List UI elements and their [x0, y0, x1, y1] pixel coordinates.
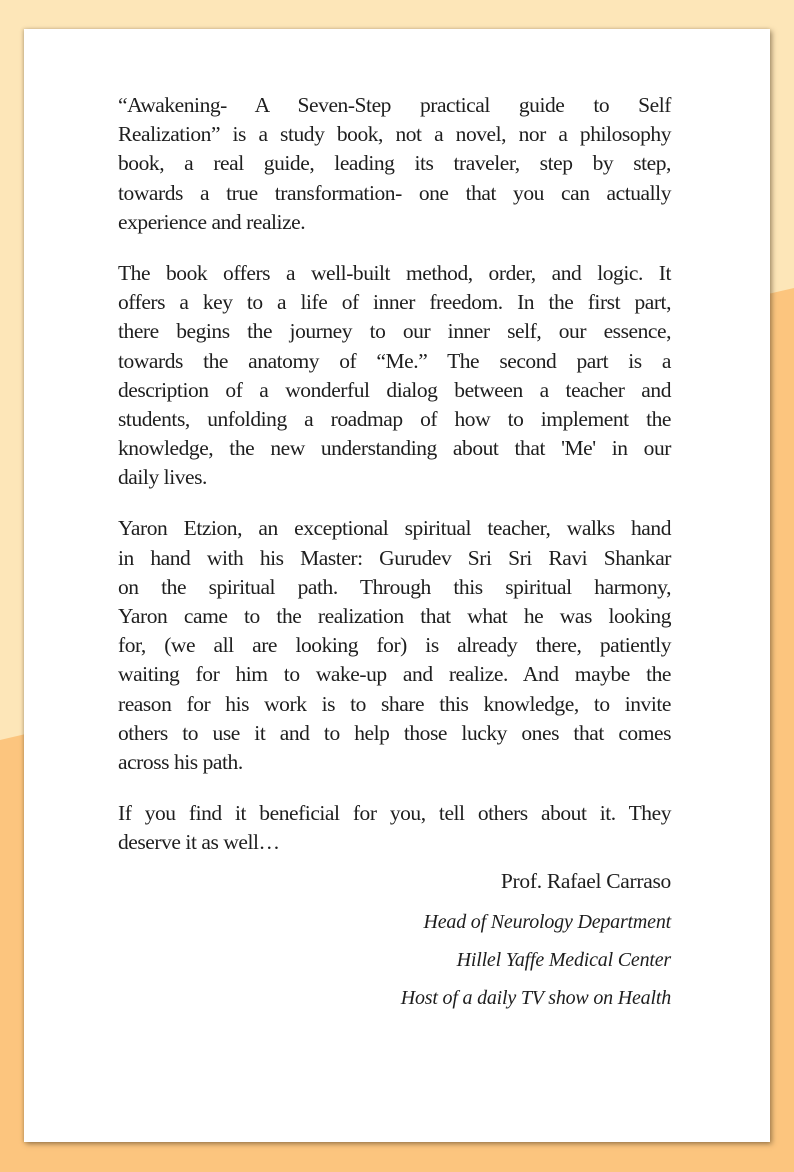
text-line: for, (we all are looking for) is already there, patiently: [118, 633, 671, 658]
text-line: Yaron Etzion, an exceptional spiritual teacher, walks hand: [118, 516, 671, 541]
paragraph: [118, 91, 671, 237]
document-body: [118, 91, 671, 880]
text-line: description of a wonderful dialog between a teacher and: [118, 377, 671, 402]
text-line: deserve it as well…: [118, 830, 280, 855]
text-line: in hand with his Master: Gurudev Sri Sri Ravi Shankar: [118, 545, 671, 570]
text-line: “Awakening- A Seven-Step practical guide to Self: [118, 93, 671, 117]
text-line: there begins the journey to our inner self, our essence,: [118, 319, 671, 344]
text-line: on the spiritual path. Through this spiritual harmony,: [118, 574, 671, 599]
text-line: others to use it and to help those lucky ones that comes: [118, 720, 671, 745]
text-line: The book offers a well-built method, order, and logic. It: [118, 260, 671, 285]
text-line: offers a key to a life of inner freedom. In the first part,: [118, 290, 671, 315]
signature-name: Prof. Rafael Carraso: [500, 869, 671, 893]
text-line: Realization” is a study book, not a novel, nor a philosophy: [118, 122, 671, 147]
document-page: [24, 29, 770, 1142]
signature-title: Head of Neurology Department: [423, 911, 671, 933]
signature-affiliation: Hillel Yaffe Medical Center: [456, 949, 671, 971]
paragraph: [118, 799, 671, 857]
background-shape-bottom: [0, 1140, 794, 1172]
text-line: Yaron came to the realization that what he was looking: [118, 604, 671, 628]
signature-role: Host of a daily TV show on Health: [400, 987, 671, 1009]
text-line: knowledge, the new understanding about that 'Me' in our: [118, 436, 671, 461]
text-line: experience and realize.: [118, 209, 306, 234]
text-line: reason for his work is to share this knowledge, to invite: [118, 691, 671, 716]
paragraph: [118, 259, 671, 493]
text-line: If you find it beneficial for you, tell others about it. They: [118, 801, 671, 826]
text-line: waiting for him to wake-up and realize. And maybe the: [118, 662, 671, 687]
text-line: students, unfolding a roadmap of how to implement the: [118, 406, 671, 431]
paragraph: [118, 514, 671, 777]
text-line: book, a real guide, leading its traveler, step by step,: [118, 151, 671, 176]
text-line: across his path.: [118, 749, 243, 774]
text-line: towards a true transformation- one that you can actually: [118, 180, 671, 205]
text-line: daily lives.: [118, 465, 207, 490]
text-line: towards the anatomy of “Me.” The second part is a: [118, 348, 671, 373]
